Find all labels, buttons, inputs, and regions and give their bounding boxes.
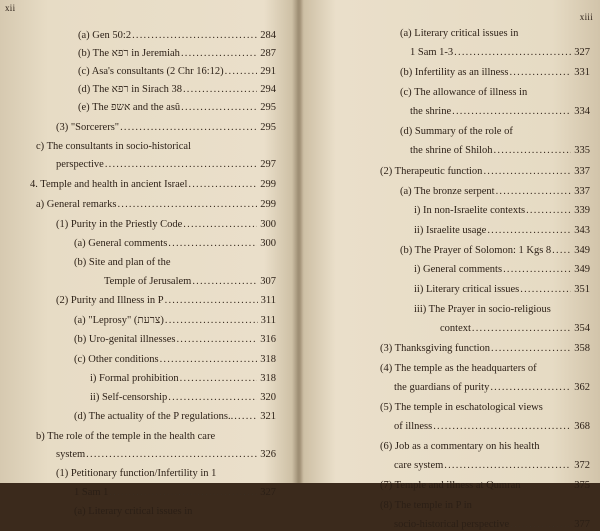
left-toc-entry bbox=[74, 314, 276, 327]
toc-entry-page: 337 bbox=[574, 166, 590, 177]
dot-leader bbox=[472, 322, 571, 335]
toc-entry-page: 307 bbox=[260, 276, 276, 287]
toc-entry-page: 351 bbox=[574, 284, 590, 295]
toc-entry-label: (c) Other conditions bbox=[74, 354, 159, 365]
right-toc-entry-label: (8) The temple in P in bbox=[380, 500, 472, 511]
toc-entry-label: Temple of Jerusalem bbox=[104, 276, 192, 287]
left-toc-entry-label: c) The consultants in socio-historical bbox=[36, 141, 191, 152]
dot-leader bbox=[176, 333, 257, 346]
right-toc-entry-label: (4) The temple as the headquarters of bbox=[380, 363, 537, 374]
left-toc-entry bbox=[90, 391, 276, 404]
left-toc-entry bbox=[56, 121, 276, 134]
toc-entry-label: the guardians of purity bbox=[394, 382, 490, 393]
toc-entry-page: 295 bbox=[260, 102, 276, 113]
right-toc-entry bbox=[410, 144, 590, 157]
dot-leader bbox=[180, 372, 258, 385]
dot-leader bbox=[490, 381, 571, 394]
dot-leader bbox=[522, 479, 572, 492]
left-toc-entry bbox=[74, 237, 276, 250]
dot-leader bbox=[526, 204, 571, 217]
toc-entry-page: 311 bbox=[260, 295, 276, 306]
toc-entry-page: 300 bbox=[260, 238, 276, 249]
toc-entry-page: 295 bbox=[260, 122, 276, 133]
dot-leader bbox=[225, 65, 258, 78]
toc-entry-page: 291 bbox=[260, 66, 276, 77]
toc-entry-label: (b) The רפא in Jeremiah bbox=[78, 48, 180, 59]
toc-entry-label: i) Formal prohibition bbox=[90, 373, 179, 384]
toc-entry-label: perspective bbox=[56, 159, 104, 170]
dot-leader bbox=[496, 185, 572, 198]
right-toc-entry bbox=[414, 224, 590, 237]
toc-entry-label: ii) Literary critical issues bbox=[414, 284, 520, 295]
left-toc-entry bbox=[78, 83, 276, 96]
left-toc-entry bbox=[36, 198, 276, 211]
toc-entry-page: 316 bbox=[260, 334, 276, 345]
toc-entry-label: (d) The רפא in Sirach 38 bbox=[78, 84, 182, 95]
dot-leader bbox=[120, 121, 257, 134]
toc-entry-label: (e) The אשפ and the asû bbox=[78, 102, 181, 113]
toc-entry-page: 372 bbox=[574, 460, 590, 471]
toc-entry-label: the shrine bbox=[410, 106, 452, 117]
left-toc-entry bbox=[74, 410, 276, 423]
toc-entry-label: (c) Asa's consultants (2 Chr 16:12) bbox=[78, 66, 224, 77]
dot-leader bbox=[86, 448, 257, 461]
left-toc-entry bbox=[74, 486, 276, 499]
dot-leader bbox=[183, 83, 257, 96]
dot-leader bbox=[132, 29, 257, 42]
right-toc-entry-label: (a) Literary critical issues in bbox=[400, 28, 519, 39]
left-toc-entry bbox=[56, 294, 276, 307]
right-toc-entry bbox=[394, 381, 590, 394]
right-toc-entry bbox=[410, 105, 590, 118]
right-toc-entry bbox=[380, 342, 590, 355]
toc-entry-page: 362 bbox=[574, 382, 590, 393]
toc-entry-page: 326 bbox=[260, 449, 276, 460]
toc-entry-label: i) General comments bbox=[414, 264, 503, 275]
toc-entry-label: ii) Self-censorship bbox=[90, 392, 168, 403]
left-toc-entry bbox=[78, 29, 276, 42]
right-page-number: xiii bbox=[579, 12, 593, 22]
dot-leader bbox=[160, 353, 258, 366]
toc-entry-page: 358 bbox=[574, 343, 590, 354]
toc-entry-page: 343 bbox=[574, 225, 590, 236]
dot-leader bbox=[165, 314, 258, 327]
right-toc-entry bbox=[400, 185, 590, 198]
right-toc-entry bbox=[414, 263, 590, 276]
dot-leader bbox=[188, 178, 257, 191]
toc-entry-label: (2) Therapeutic function bbox=[380, 166, 483, 177]
toc-entry-label: a) General remarks bbox=[36, 199, 117, 210]
toc-entry-page: 337 bbox=[574, 186, 590, 197]
dot-leader bbox=[234, 410, 257, 423]
right-toc-entry bbox=[380, 165, 590, 178]
toc-entry-page: 327 bbox=[574, 47, 590, 58]
toc-entry-label: 1 Sam 1 bbox=[74, 487, 109, 498]
toc-entry-page: 377 bbox=[574, 519, 590, 530]
left-toc-entry bbox=[78, 101, 276, 114]
toc-entry-page: 300 bbox=[260, 219, 276, 230]
toc-entry-label: care system bbox=[394, 460, 444, 471]
dot-leader bbox=[168, 391, 257, 404]
toc-entry-page: 339 bbox=[574, 205, 590, 216]
toc-entry-label: (a) Gen 50:2 bbox=[78, 30, 132, 41]
dot-leader bbox=[117, 198, 257, 211]
toc-entry-label: (3) Thanksgiving function bbox=[380, 343, 491, 354]
dot-leader bbox=[503, 263, 571, 276]
dot-leader bbox=[433, 420, 571, 433]
toc-entry-page: 311 bbox=[260, 315, 276, 326]
right-toc-entry-label: (d) Summary of the role of bbox=[400, 126, 513, 137]
toc-entry-label: (2) Purity and Illness in P bbox=[56, 295, 164, 306]
dot-leader bbox=[520, 283, 571, 296]
left-toc-entry bbox=[104, 275, 276, 288]
left-page bbox=[0, 0, 296, 517]
dot-leader bbox=[552, 244, 571, 257]
toc-entry-page: 349 bbox=[574, 264, 590, 275]
left-toc-entry-label: b) The role of the temple in the health care bbox=[36, 431, 216, 442]
left-toc-entry bbox=[78, 65, 276, 78]
toc-entry-label: (d) The actuality of the P regulations.. bbox=[74, 411, 234, 422]
left-page-number: xii bbox=[5, 3, 16, 13]
toc-entry-label: system bbox=[56, 449, 86, 460]
dot-leader bbox=[444, 459, 571, 472]
right-toc-entry bbox=[394, 459, 590, 472]
toc-entry-label: (a) The bronze serpent bbox=[400, 186, 495, 197]
left-toc-entry bbox=[56, 218, 276, 231]
dot-leader bbox=[183, 218, 257, 231]
dot-leader bbox=[454, 46, 571, 59]
right-toc-entry bbox=[414, 204, 590, 217]
dot-leader bbox=[510, 518, 571, 531]
toc-entry-label: (7) Temple and illness at Qumran bbox=[380, 480, 521, 491]
toc-entry-page: 320 bbox=[260, 392, 276, 403]
dot-leader bbox=[181, 47, 257, 60]
right-toc-entry bbox=[394, 518, 590, 531]
left-toc-entry bbox=[30, 178, 276, 191]
left-toc-entry bbox=[74, 333, 276, 346]
toc-entry-page: 299 bbox=[260, 199, 276, 210]
dot-leader bbox=[165, 294, 258, 307]
right-toc-entry bbox=[440, 322, 590, 335]
toc-entry-page: 287 bbox=[260, 48, 276, 59]
toc-entry-page: 299 bbox=[260, 179, 276, 190]
right-toc-entry-label: (5) The temple in eschatological views bbox=[380, 402, 543, 413]
right-toc-entry bbox=[400, 244, 590, 257]
toc-entry-page: 335 bbox=[574, 145, 590, 156]
dot-leader bbox=[483, 165, 571, 178]
toc-entry-label: (b) Infertility as an illness bbox=[400, 67, 509, 78]
toc-entry-label: (b) Uro-genital illnesses bbox=[74, 334, 176, 345]
toc-entry-page: 331 bbox=[574, 67, 590, 78]
toc-entry-page: 354 bbox=[574, 323, 590, 334]
right-toc-entry bbox=[410, 46, 590, 59]
right-toc-entry bbox=[400, 66, 590, 79]
left-toc-entry bbox=[74, 353, 276, 366]
toc-entry-page: 375 bbox=[574, 480, 590, 491]
toc-entry-label: the shrine of Shiloh bbox=[410, 145, 493, 156]
toc-entry-label: (3) "Sorcerers" bbox=[56, 122, 120, 133]
toc-entry-page: 334 bbox=[574, 106, 590, 117]
dot-leader bbox=[452, 105, 571, 118]
dot-leader bbox=[192, 275, 257, 288]
dot-leader bbox=[181, 101, 257, 114]
dot-leader bbox=[168, 237, 257, 250]
left-toc-entry bbox=[90, 372, 276, 385]
left-toc-entry bbox=[56, 448, 276, 461]
toc-entry-page: 349 bbox=[574, 245, 590, 256]
toc-entry-page: 297 bbox=[260, 159, 276, 170]
toc-entry-page: 318 bbox=[260, 373, 276, 384]
left-toc-entry bbox=[56, 158, 276, 171]
toc-entry-label: context bbox=[440, 323, 471, 334]
toc-entry-label: (b) The Prayer of Solomon: 1 Kgs 8 bbox=[400, 245, 552, 256]
right-toc-entry bbox=[414, 283, 590, 296]
left-toc-entry-label: (b) Site and plan of the bbox=[74, 257, 171, 268]
toc-entry-label: i) In non-Israelite contexts bbox=[414, 205, 526, 216]
right-toc-entry bbox=[394, 420, 590, 433]
dot-leader bbox=[491, 342, 571, 355]
toc-entry-label: 1 Sam 1-3 bbox=[410, 47, 454, 58]
toc-entry-page: 321 bbox=[260, 411, 276, 422]
toc-entry-label: (a) General comments bbox=[74, 238, 168, 249]
right-page bbox=[304, 0, 600, 530]
right-toc-entry-label: iii) The Prayer in socio-religious bbox=[414, 304, 551, 315]
toc-entry-page: 368 bbox=[574, 421, 590, 432]
toc-entry-label: 4. Temple and health in ancient Israel bbox=[30, 179, 188, 190]
toc-entry-label: (1) Purity in the Priestly Code bbox=[56, 219, 183, 230]
left-toc-entry-label: (a) Literary critical issues in bbox=[74, 506, 193, 517]
dot-leader bbox=[487, 224, 571, 237]
right-toc-entry-label: (6) Job as a commentary on his health bbox=[380, 441, 540, 452]
left-toc-entry-label: (1) Petitionary function/Infertility in 1 bbox=[56, 468, 217, 479]
toc-entry-page: 284 bbox=[260, 30, 276, 41]
toc-entry-label: (a) "Leprosy" (צרעת) bbox=[74, 315, 164, 326]
right-toc-entry bbox=[380, 479, 590, 492]
right-toc-entry-label: (c) The allowance of illness in bbox=[400, 87, 528, 98]
dot-leader bbox=[494, 144, 572, 157]
dot-leader bbox=[105, 158, 257, 171]
dot-leader bbox=[109, 486, 257, 499]
toc-entry-label: of illness bbox=[394, 421, 433, 432]
dot-leader bbox=[509, 66, 571, 79]
left-toc-entry bbox=[78, 47, 276, 60]
toc-entry-page: 327 bbox=[260, 487, 276, 498]
toc-entry-page: 294 bbox=[260, 84, 276, 95]
toc-entry-page: 318 bbox=[260, 354, 276, 365]
toc-entry-label: ii) Israelite usage bbox=[414, 225, 487, 236]
toc-entry-label: socio-historical perspective bbox=[394, 519, 510, 530]
